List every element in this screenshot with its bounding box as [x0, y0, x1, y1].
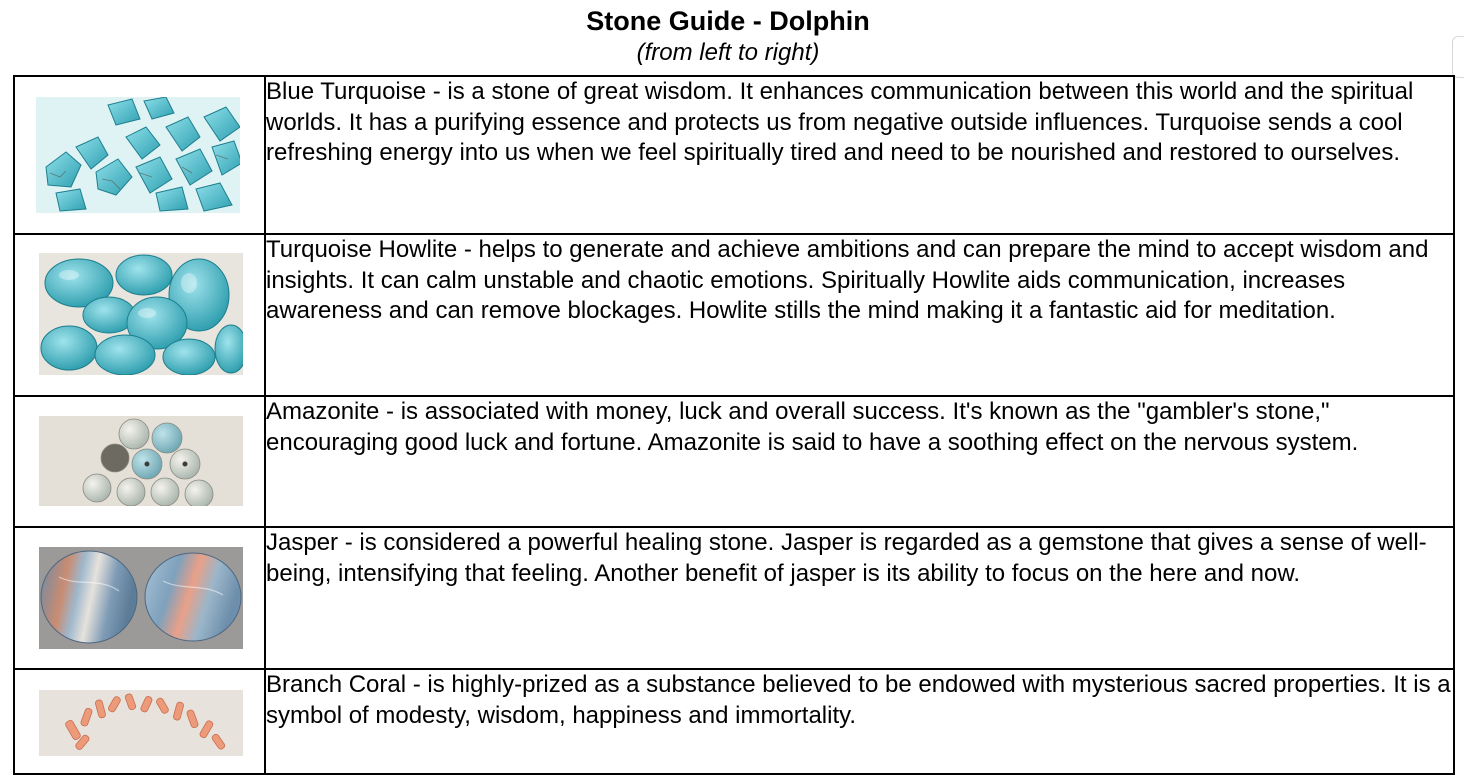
stone-row-branch-coral [14, 669, 1454, 774]
amazonite-beads-photo [39, 416, 243, 506]
branch-coral-photo [39, 690, 243, 756]
stone-row-jasper [14, 527, 1454, 669]
jasper-stones-photo [39, 547, 243, 649]
turquoise-howlite-photo [39, 253, 243, 375]
stone-image-cell [14, 396, 265, 527]
stone-description: Turquoise Howlite - helps to generate and achieve ambitions and can prepare the mind to accept wisdom and insights. It can calm unstable and chaotic emotions. Spiritually Howlite aids communication, increases awareness and can remove blockages. Howlite stills the mind making it a fantastic aid for meditation. [265, 234, 1454, 396]
stone-description: Branch Coral - is highly-prized as a substance believed to be endowed with mysterious sacred properties. It is a symbol of modesty, wisdom, happiness and immortality. [265, 669, 1454, 774]
stone-description: Amazonite - is associated with money, luck and overall success. It's known as the "gambler's stone," encouraging good luck and fortune. Amazonite is said to have a soothing effect on the nervous system. [265, 396, 1454, 527]
blue-turquoise-chips-photo [36, 97, 240, 213]
page-subtitle: (from left to right) [636, 39, 820, 66]
page-header [0, 4, 1456, 68]
stone-image-cell [14, 527, 265, 669]
page-title: Stone Guide - Dolphin [586, 6, 870, 36]
stone-row-turquoise-howlite [14, 234, 1454, 396]
stone-row-blue-turquoise [14, 76, 1454, 234]
side-panel-tab[interactable] [1452, 36, 1464, 78]
stone-description: Jasper - is considered a powerful healing stone. Jasper is regarded as a gemstone that gives a sense of well-being, intensifying that feeling. Another benefit of jasper is its ability to focus on the here and now. [265, 527, 1454, 669]
stone-guide-table [13, 75, 1455, 775]
stone-description: Blue Turquoise - is a stone of great wisdom. It enhances communication between this world and the spiritual worlds. It has a purifying essence and protects us from negative outside influences. Turquoise sends a cool refreshing energy into us when we feel spiritually tired and need to be nourished and restored to ourselves. [265, 76, 1454, 234]
stone-row-amazonite [14, 396, 1454, 527]
stone-image-cell [14, 234, 265, 396]
stone-image-cell [14, 669, 265, 774]
stone-image-cell [14, 76, 265, 234]
